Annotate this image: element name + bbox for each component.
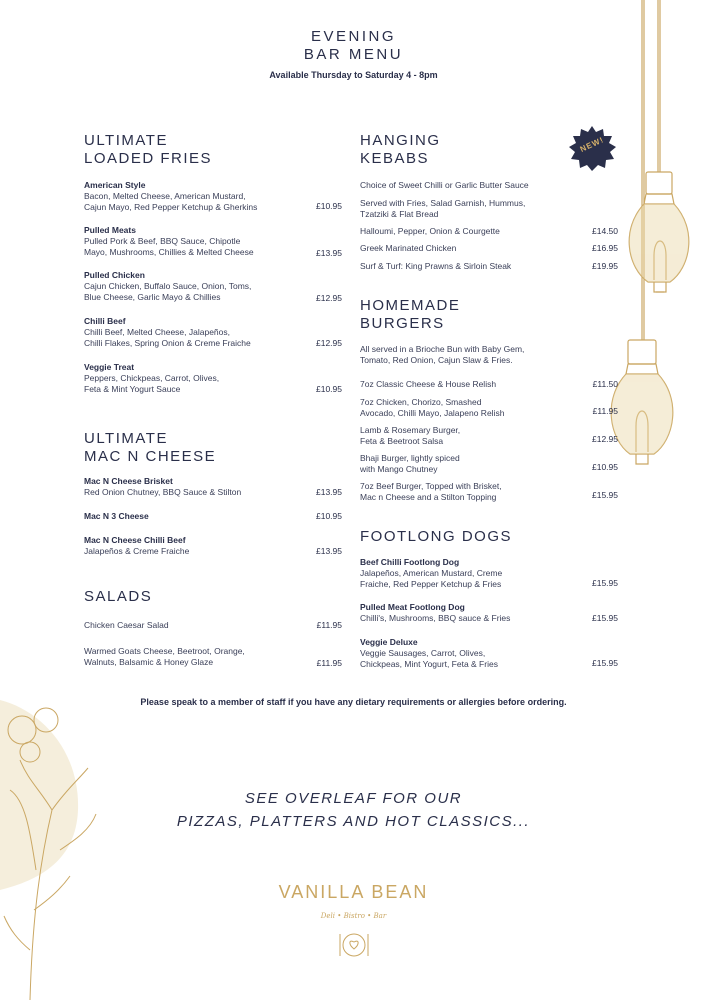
item-desc: Greek Marinated Chicken xyxy=(360,243,457,253)
brand-tagline: Deli • Bistro • Bar xyxy=(320,912,387,920)
burgers-heading-line2: BURGERS xyxy=(360,315,445,332)
item-desc: 7oz Beef Burger, Topped with Brisket, xyxy=(360,481,502,491)
brand-logo-text: VANILLA BEAN xyxy=(278,882,429,902)
item-price: £19.95 xyxy=(592,261,618,271)
item-desc: Lamb & Rosemary Burger, xyxy=(360,425,461,435)
menu-item xyxy=(360,481,618,503)
burgers-heading-line1: HOMEMADE xyxy=(360,297,461,314)
item-price: £16.95 xyxy=(592,243,618,253)
item-name: Pulled Meats xyxy=(84,225,136,235)
item-price: £11.95 xyxy=(316,620,342,630)
burgers-intro-line2: Tomato, Red Onion, Cajun Slaw & Fries. xyxy=(360,355,513,365)
item-price: £12.95 xyxy=(592,434,618,444)
kebabs-intro-sauce: Choice of Sweet Chilli or Garlic Butter Sauce xyxy=(360,180,529,190)
item-name: American Style xyxy=(84,180,146,190)
overleaf-line2: PIZZAS, PLATTERS AND HOT CLASSICS... xyxy=(176,813,531,830)
menu-item xyxy=(84,316,342,349)
menu-item xyxy=(360,243,618,254)
item-name: Mac N 3 Cheese xyxy=(84,511,149,521)
item-desc: Veggie Sausages, Carrot, Olives, xyxy=(360,648,486,658)
menu-item xyxy=(84,180,342,213)
item-price: £10.95 xyxy=(316,201,342,211)
item-desc: Feta & Mint Yogurt Sauce xyxy=(84,384,181,394)
item-desc: Mac n Cheese and a Stilton Topping xyxy=(360,492,497,502)
item-desc: Jalapeños, American Mustard, Creme xyxy=(360,568,503,578)
item-price: £14.50 xyxy=(592,226,618,236)
menu-item xyxy=(360,425,618,447)
item-desc: Jalapeños & Creme Fraiche xyxy=(84,546,190,556)
item-desc: Chilli Flakes, Spring Onion & Creme Fraiche xyxy=(84,338,251,348)
kebabs-served xyxy=(360,198,618,220)
item-name: Pulled Meat Footlong Dog xyxy=(360,602,465,612)
menu-item xyxy=(360,637,618,670)
item-desc: Chicken Caesar Salad xyxy=(84,620,169,630)
menu-item xyxy=(360,226,618,237)
floral-illustration xyxy=(0,690,110,1000)
overleaf-line1: SEE OVERLEAF FOR OUR xyxy=(244,790,463,807)
menu-item xyxy=(84,476,342,498)
kebabs-served-line2: Tzatziki & Flat Bread xyxy=(360,209,439,219)
fries-heading-line1: ULTIMATE xyxy=(84,132,168,149)
item-price: £15.95 xyxy=(592,578,618,588)
item-desc: 7oz Classic Cheese & House Relish xyxy=(360,379,497,389)
item-desc: Fraiche, Red Pepper Ketchup & Fries xyxy=(360,579,502,589)
kebabs-served-line1: Served with Fries, Salad Garnish, Hummus, xyxy=(360,198,526,208)
menu-item xyxy=(360,453,618,475)
item-desc: Halloumi, Pepper, Onion & Courgette xyxy=(360,226,500,236)
availability-text: Available Thursday to Saturday 4 - 8pm xyxy=(269,70,438,80)
heart-plate-icon xyxy=(337,930,371,960)
menu-item xyxy=(360,397,618,419)
item-price: £10.95 xyxy=(316,384,342,394)
dogs-heading: FOOTLONG DOGS xyxy=(360,528,513,545)
item-price: £12.95 xyxy=(316,338,342,348)
burgers-intro xyxy=(360,344,618,366)
item-name: Pulled Chicken xyxy=(84,270,145,280)
item-name: Mac N Cheese Brisket xyxy=(84,476,173,486)
menu-item xyxy=(84,270,342,303)
item-price: £12.95 xyxy=(316,293,342,303)
menu-item xyxy=(84,646,342,668)
item-desc: Bacon, Melted Cheese, American Mustard, xyxy=(84,191,246,201)
item-price: £15.95 xyxy=(592,613,618,623)
item-price: £10.95 xyxy=(592,462,618,472)
item-desc: Mayo, Mushrooms, Chillies & Melted Cheese xyxy=(84,247,254,257)
kebabs-heading-line1: HANGING xyxy=(360,132,441,149)
item-desc: with Mango Chutney xyxy=(360,464,438,474)
menu-item xyxy=(84,620,342,631)
item-desc: Pulled Pork & Beef, BBQ Sauce, Chipotle xyxy=(84,236,241,246)
menu-item xyxy=(360,379,618,390)
item-desc: Warmed Goats Cheese, Beetroot, Orange, xyxy=(84,646,245,656)
menu-item xyxy=(360,557,618,590)
item-desc: Walnuts, Balsamic & Honey Glaze xyxy=(84,657,214,667)
menu-item xyxy=(360,602,618,624)
item-price: £13.95 xyxy=(316,546,342,556)
item-name: Veggie Deluxe xyxy=(360,637,418,647)
menu-item xyxy=(84,535,342,557)
menu-item xyxy=(360,261,618,272)
item-price: £13.95 xyxy=(316,487,342,497)
item-desc: Peppers, Chickpeas, Carrot, Olives, xyxy=(84,373,220,383)
item-price: £11.95 xyxy=(316,658,342,668)
allergy-note: Please speak to a member of staff if you have any dietary requirements or allergies before ordering. xyxy=(140,697,567,707)
item-desc: Chilli Beef, Melted Cheese, Jalapeños, xyxy=(84,327,230,337)
new-badge-label: NEW! xyxy=(578,135,606,154)
item-desc: Blue Cheese, Garlic Mayo & Chillies xyxy=(84,292,221,302)
item-desc: Chilli's, Mushrooms, BBQ sauce & Fries xyxy=(360,613,511,623)
item-price: £15.95 xyxy=(592,658,618,668)
kebabs-heading-line2: KEBABS xyxy=(360,150,430,167)
item-desc: Cajun Mayo, Red Pepper Ketchup & Gherkins xyxy=(84,202,258,212)
item-price: £11.95 xyxy=(592,406,618,416)
menu-title-line1: EVENING xyxy=(310,28,396,45)
mac-heading-line2: MAC N CHEESE xyxy=(84,448,217,465)
item-price: £10.95 xyxy=(316,511,342,521)
menu-item xyxy=(84,511,342,522)
menu-item xyxy=(84,362,342,395)
kebabs-intro xyxy=(360,180,618,191)
item-price: £11.50 xyxy=(592,379,618,389)
item-name: Beef Chilli Footlong Dog xyxy=(360,557,460,567)
item-name: Mac N Cheese Chilli Beef xyxy=(84,535,186,545)
item-desc: Avocado, Chilli Mayo, Jalapeno Relish xyxy=(360,408,505,418)
item-desc: Chickpeas, Mint Yogurt, Feta & Fries xyxy=(360,659,498,669)
item-name: Veggie Treat xyxy=(84,362,135,372)
item-desc: Feta & Beetroot Salsa xyxy=(360,436,444,446)
mac-heading-line1: ULTIMATE xyxy=(84,430,168,447)
item-desc: Bhaji Burger, lightly spiced xyxy=(360,453,460,463)
item-desc: 7oz Chicken, Chorizo, Smashed xyxy=(360,397,482,407)
item-price: £13.95 xyxy=(316,248,342,258)
item-price: £15.95 xyxy=(592,490,618,500)
menu-title-line2: BAR MENU xyxy=(303,46,404,63)
burgers-intro-line1: All served in a Brioche Bun with Baby Gem, xyxy=(360,344,525,354)
item-desc: Red Onion Chutney, BBQ Sauce & Stilton xyxy=(84,487,242,497)
item-name: Chilli Beef xyxy=(84,316,126,326)
salads-heading: SALADS xyxy=(84,588,153,605)
menu-item xyxy=(84,225,342,258)
item-desc: Cajun Chicken, Buffalo Sauce, Onion, Toms, xyxy=(84,281,252,291)
fries-heading-line2: LOADED FRIES xyxy=(84,150,213,167)
item-desc: Surf & Turf: King Prawns & Sirloin Steak xyxy=(360,261,512,271)
